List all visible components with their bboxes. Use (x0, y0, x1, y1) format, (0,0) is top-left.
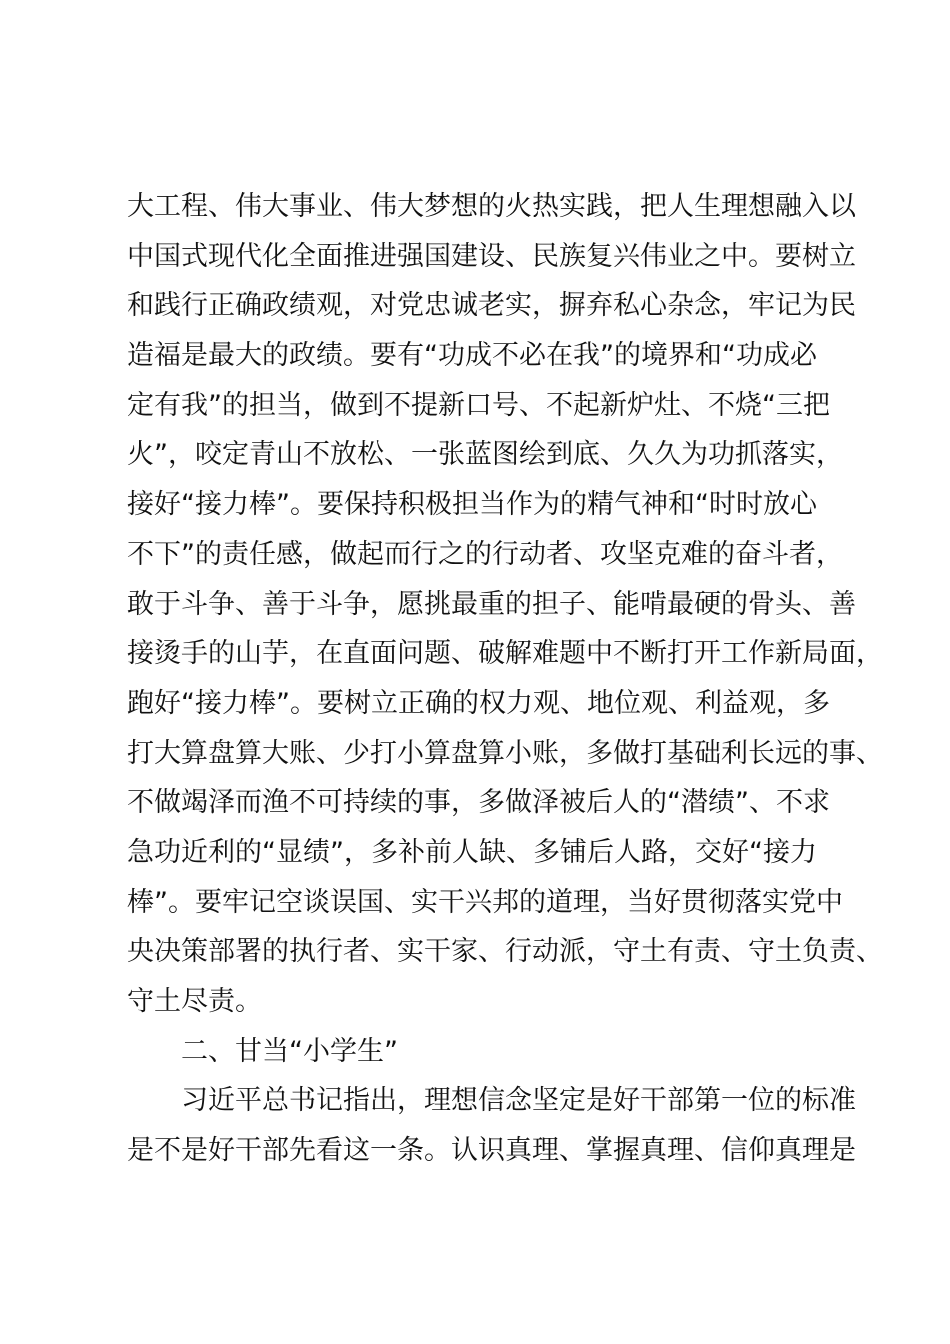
paragraph-line: 定有我”的担当，做到不提新口号、不起新炉灶、不烧“三把 (127, 389, 830, 421)
paragraph-line: 跑好“接力棒”。要树立正确的权力观、地位观、利益观，多 (127, 687, 830, 719)
paragraph-line: 不下”的责任感，做起而行之的行动者、攻坚克难的奋斗者， (127, 538, 843, 570)
paragraph-line: 是不是好干部先看这一条。认识真理、掌握真理、信仰真理是 (127, 1135, 856, 1167)
paragraph-line: 不做竭泽而渔不可持续的事，多做泽被后人的“潜绩”、不求 (127, 787, 830, 819)
paragraph-line: 习近平总书记指出，理想信念坚定是好干部第一位的标准 (181, 1085, 856, 1117)
paragraph-line: 棒”。要牢记空谈误国、实干兴邦的道理，当好贯彻落实党中 (127, 886, 843, 918)
paragraph-line: 接好“接力棒”。要保持积极担当作为的精气神和“时时放心 (127, 489, 817, 521)
paragraph-line: 大工程、伟大事业、伟大梦想的火热实践，把人生理想融入以 (127, 191, 856, 222)
paragraph-line: 打大算盘算大账、少打小算盘算小账，多做打基础利长远的事、 (127, 737, 883, 769)
section-heading: 二、甘当“小学生” (181, 1035, 398, 1067)
paragraph-line: 火”，咬定青山不放松、一张蓝图绘到底、久久为功抓落实， (127, 439, 843, 471)
paragraph-line: 守土尽责。 (127, 986, 262, 1017)
paragraph-line: 敢于斗争、善于斗争，愿挑最重的担子、能啃最硬的骨头、善 (127, 588, 856, 620)
paragraph-line: 和践行正确政绩观，对党忠诚老实，摒弃私心杂念，牢记为民 (127, 290, 856, 322)
paragraph-line: 央决策部署的执行者、实干家、行动派，守土有责、守土负责、 (127, 936, 883, 968)
paragraph-line: 中国式现代化全面推进强国建设、民族复兴伟业之中。要树立 (127, 240, 856, 272)
paragraph-line: 造福是最大的政绩。要有“功成不必在我”的境界和“功成必 (127, 340, 817, 372)
paragraph-line: 接烫手的山芋，在直面问题、破解难题中不断打开工作新局面， (127, 638, 883, 670)
paragraph-line: 急功近利的“显绩”，多补前人缺、多铺后人路，交好“接力 (127, 836, 817, 868)
body-text (127, 182, 883, 1176)
